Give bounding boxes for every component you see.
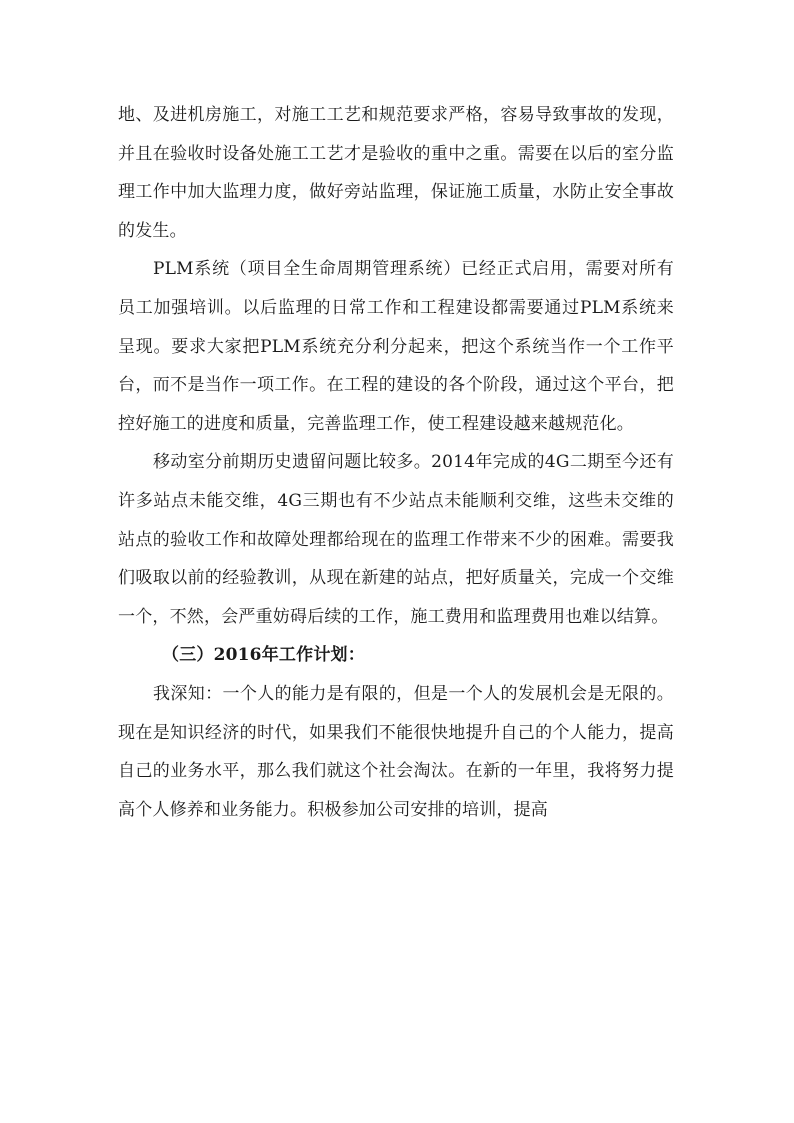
paragraph-legacy-issues: 移动室分前期历史遗留问题比较多。2014年完成的4G二期至今还有许多站点未能交维，4G三期也有不少站点未能顺利交维，这些未交维的站点的验收工作和故障处理都给现在的监理工作带来不少的困难。需要我们吸取以前的经验教训，从现在新建的站点，把好质量关，完成一个交维一个，不然，会严重妨碍后续的工作，施工费用和监理费用也难以结算。: [118, 452, 674, 627]
paragraph-plm-system: PLM系统（项目全生命周期管理系统）已经正式启用，需要对所有员工加强培训。以后监理的日常工作和工程建设都需要通过PLM系统来呈现。要求大家把PLM系统充分利分起来，把这个系统当作一个工作平台，而不是当作一项工作。在工程的建设的各个阶段，通过这个平台，把控好施工的进度和质量，完善监理工作，使工程建设越来越规范化。: [118, 259, 674, 434]
paragraph-work-plan: 我深知：一个人的能力是有限的，但是一个人的发展机会是无限的。现在是知识经济的时代，如果我们不能很快地提升自己的个人能力，提高自己的业务水平，那么我们就这个社会淘汰。在新的一年里，我将努力提高个人修养和业务能力。积极参加公司安排的培训，提高: [118, 683, 674, 820]
paragraph-continuation: 地、及进机房施工，对施工工艺和规范要求严格，容易导致事故的发现，并且在验收时设备处施工工艺才是验收的重中之重。需要在以后的室分监理工作中加大监理力度，做好旁站监理，保证施工质量，水防止安全事故的发生。: [118, 105, 674, 241]
document-body: [118, 96, 674, 829]
section-heading: （三）2016年工作计划：: [162, 645, 365, 666]
